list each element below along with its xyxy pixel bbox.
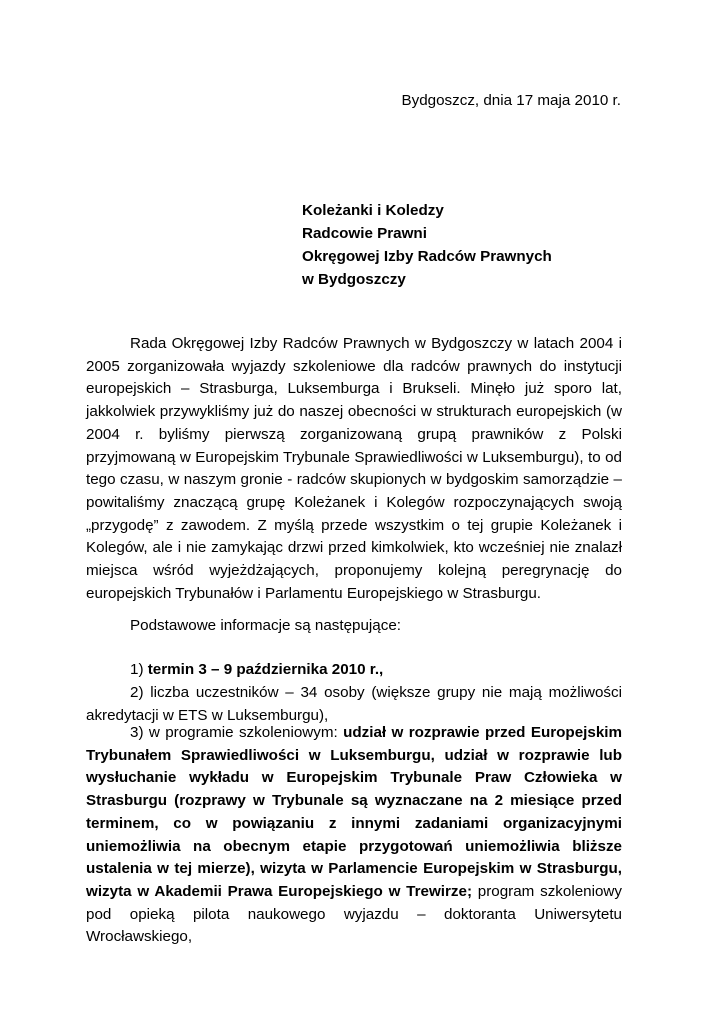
addressee-block bbox=[302, 199, 552, 291]
list-item-3-prefix: 3) w programie szkoleniowym: bbox=[130, 724, 344, 741]
info-heading: Podstawowe informacje są następujące: bbox=[130, 617, 401, 634]
addressee-line-1: Koleżanki i Koledzy bbox=[302, 202, 444, 219]
list-item-3 bbox=[86, 722, 622, 949]
list-item-3-bold: udział w rozprawie przed Europejskim Trybunałem Sprawiedliwości w Luksemburgu, udział w rozprawie lub wysłuchanie wykładu w Europejskim Trybunale Praw Człowieka w Strasburgu (rozprawy w Trybunale są wyznaczane na 2 miesiące przed terminem, co w powiązaniu z innymi zadaniami organizacyjnymi uniemożliwia na obecnym etapie przygotowań uniemożliwia bliższe ustalenia w tej mierze), wizyta w Parlamencie Europejskim w Strasburgu, wizyta w Akademii Prawa Europejskiego w Trewirze; bbox=[86, 724, 622, 900]
list-item-1-prefix: 1) bbox=[130, 661, 148, 678]
list-item-1-bold: termin 3 – 9 października 2010 r., bbox=[147, 661, 384, 678]
list-item-3-suffix: program szkoleniowy pod opieką pilota naukowego wyjazdu – doktoranta Uniwersytetu Wrocławskiego, bbox=[86, 882, 622, 946]
addressee-line-2: Radcowie Prawni bbox=[302, 225, 427, 242]
addressee-line-4: w Bydgoszczy bbox=[302, 271, 406, 288]
list-item-1 bbox=[86, 659, 622, 682]
list-item-2: 2) liczba uczestników – 34 osoby (większe grupy nie mają możliwości akredytacji w ETS w Luksemburgu), bbox=[86, 684, 622, 724]
addressee-line-3: Okręgowej Izby Radców Prawnych bbox=[302, 248, 552, 265]
date-line: Bydgoszcz, dnia 17 maja 2010 r. bbox=[401, 92, 621, 109]
intro-paragraph: Rada Okręgowej Izby Radców Prawnych w Bydgoszczy w latach 2004 i 2005 zorganizowała wyjazdy szkoleniowe dla radców prawnych do instytucji europejskich – Strasburga, Luksemburga i Brukseli. Minęło już sporo lat, jakkolwiek przywykliśmy już do naszej obecności w strukturach europejskich (w 2004 r. byliśmy pierwszą zorganizowaną grupą prawników z Polski przyjmowaną w Europejskim Trybunale Sprawiedliwości w Luksemburgu), to od tego czasu, w naszym gronie - radców skupionych w bydgoskim samorządzie – powitaliśmy znaczącą grupę Koleżanek i Kolegów rozpoczynających swoją „przygodę” z zawodem. Z myślą przede wszystkim o tej grupie Koleżanek i Kolegów, ale i nie zamykając drzwi przed kimkolwiek, kto wcześniej nie znalazł miejsca wśród wyjeżdżających, proponujemy kolejną peregrynację do europejskich Trybunałów i Parlamentu Europejskiego w Strasburgu. bbox=[86, 335, 622, 602]
